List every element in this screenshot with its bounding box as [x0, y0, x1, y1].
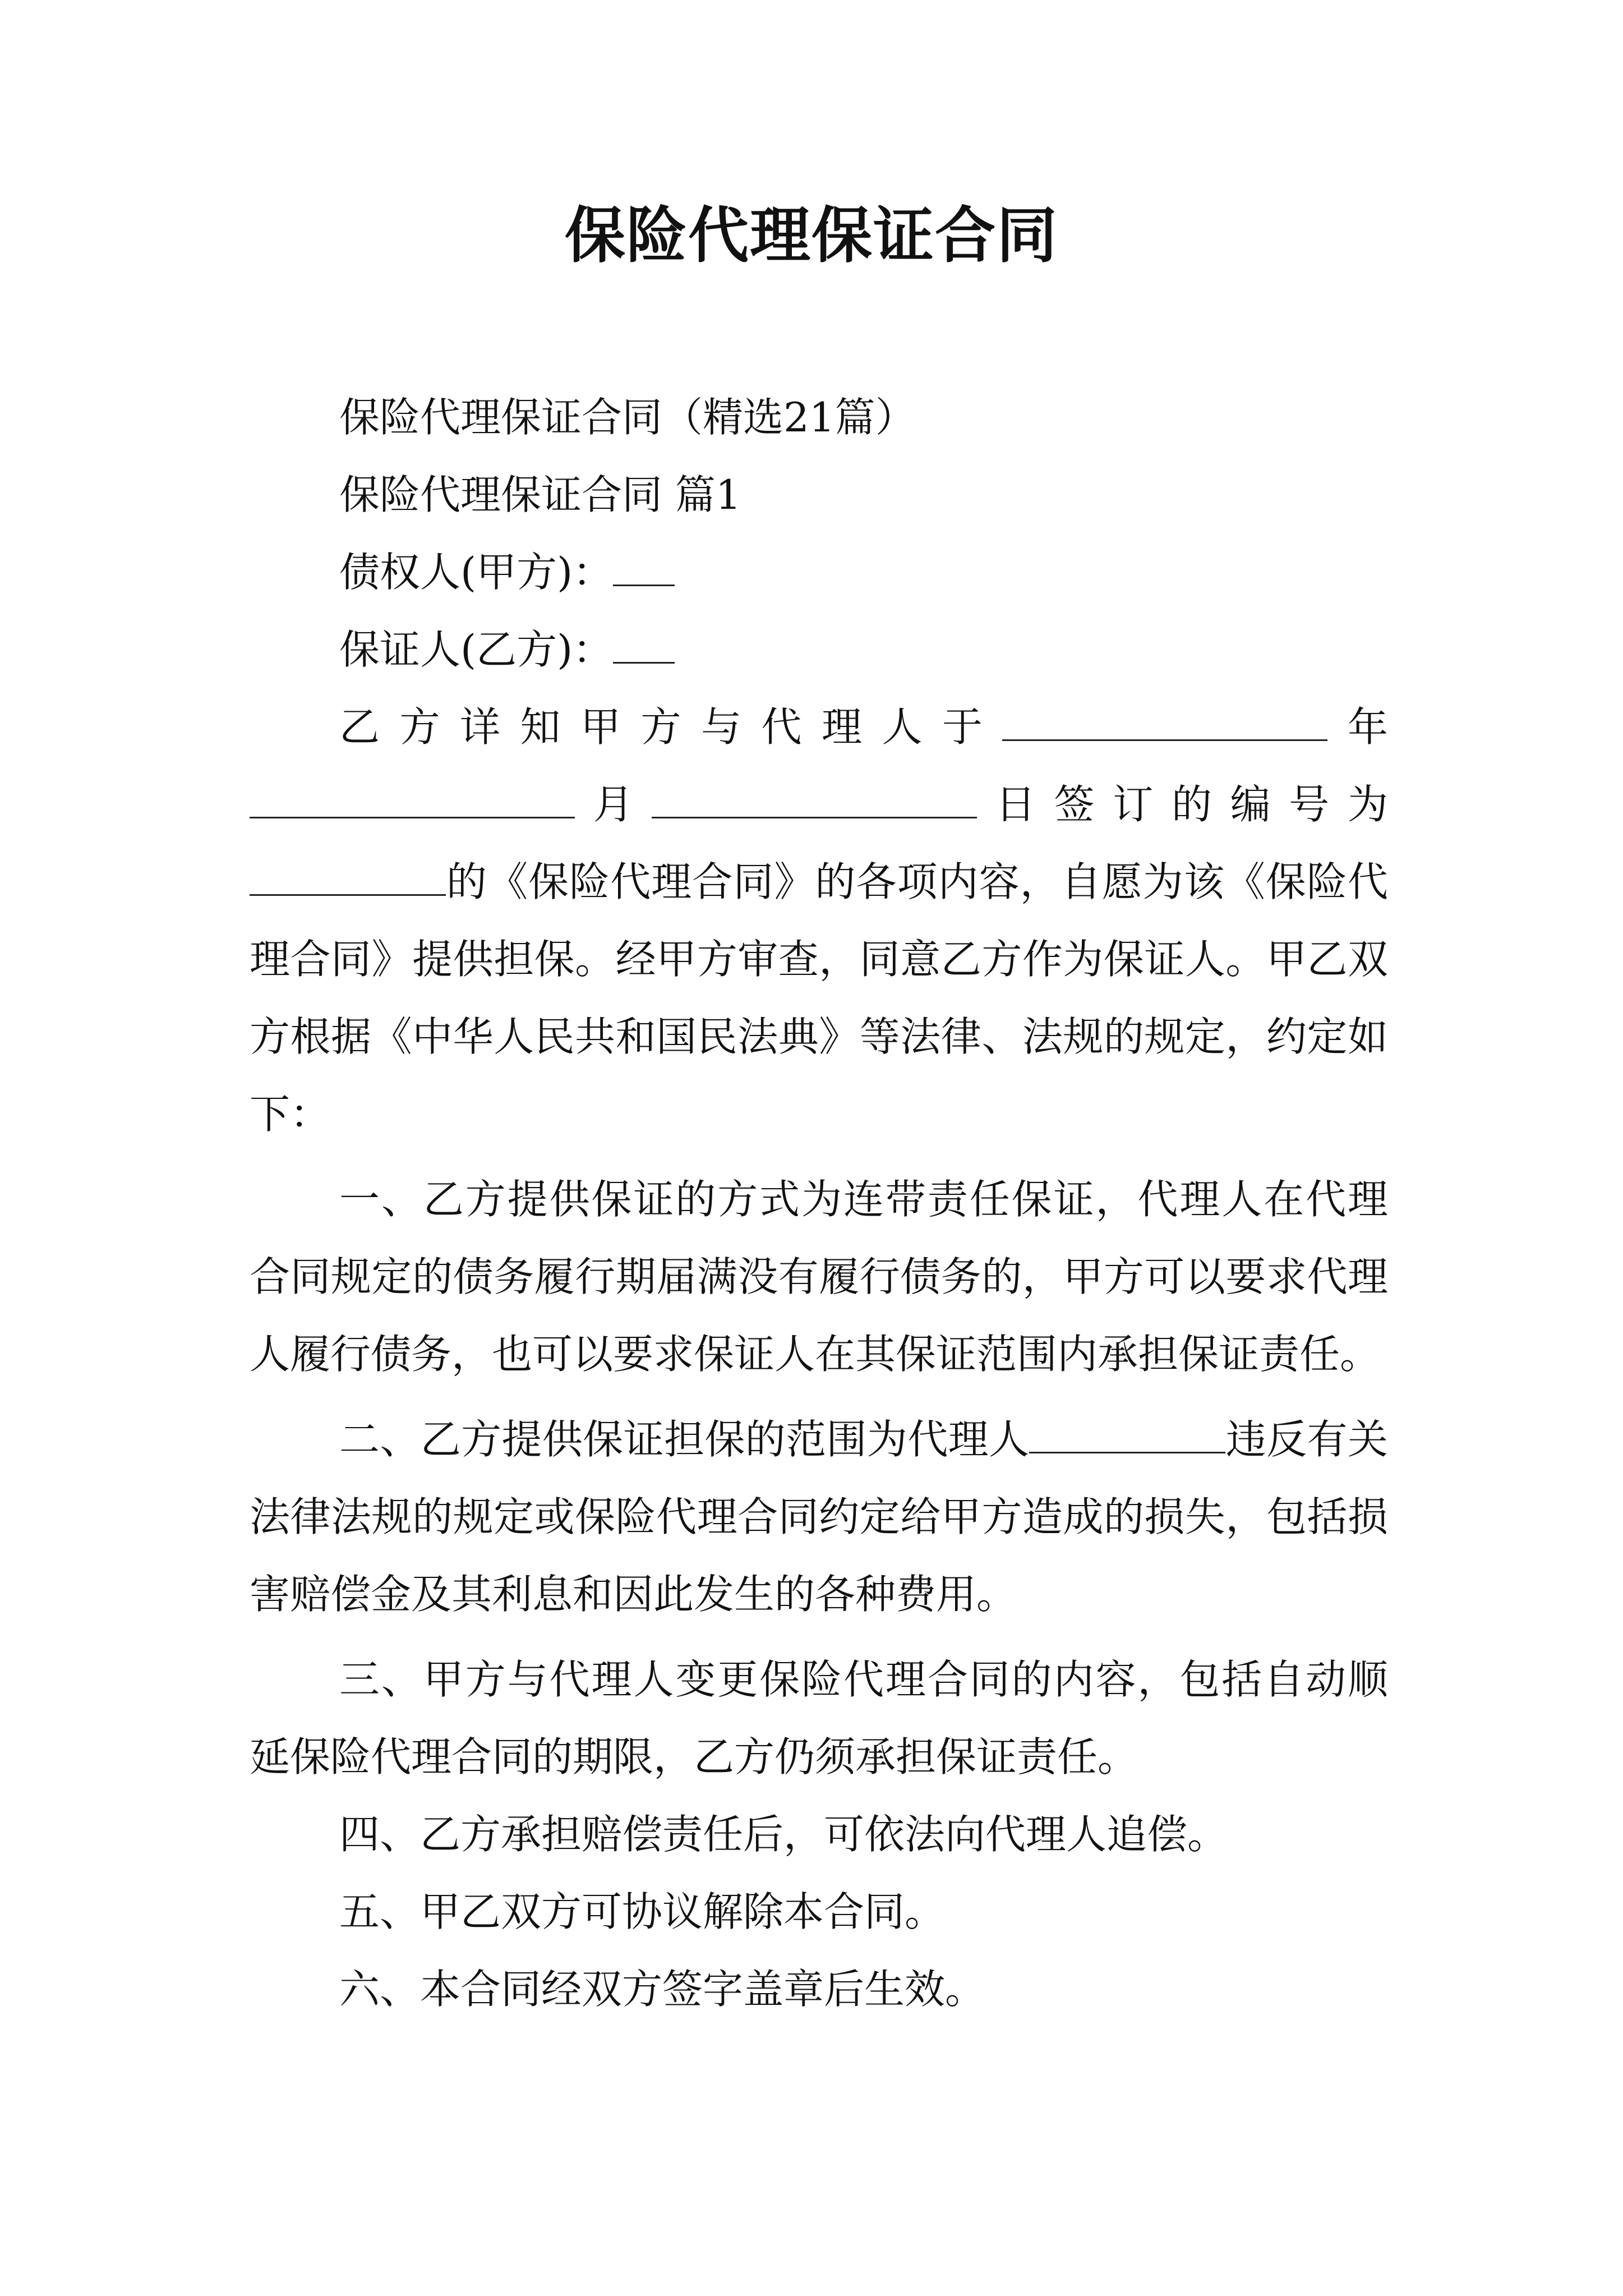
clause-5: 五、甲乙双方可协议解除本合同。	[339, 1888, 946, 1935]
month-label: 月	[575, 781, 652, 828]
clause-2-text-2: 违反有关法律法规的规定或保险代理合同约定给甲方造成的损失，包括损害赔偿金及其利息和因此发生的各种费用。	[250, 1416, 1388, 1618]
clause-4: 四、乙方承担赔偿责任后，可依法向代理人追偿。	[339, 1811, 1228, 1858]
clause-2	[250, 1401, 1388, 1633]
guarantor-line	[250, 611, 1388, 688]
creditor-label: 债权人(甲方)：	[339, 549, 614, 596]
day-blank	[652, 776, 977, 818]
section-heading: 保险代理保证合同 篇1	[339, 471, 741, 518]
document-title: 保险代理保证合同	[564, 200, 1058, 271]
clause-2-text-1: 二、乙方提供保证担保的范围为代理人	[339, 1416, 1030, 1463]
year-label: 年	[1327, 703, 1388, 751]
intro-text-1: 乙方详知甲方与代理人于	[339, 703, 1003, 751]
agent-blank	[1029, 1411, 1225, 1453]
guarantor-label: 保证人(乙方)：	[339, 626, 614, 673]
creditor-blank	[613, 544, 675, 586]
clause-6: 六、本合同经双方签字盖章后生效。	[339, 1966, 986, 2013]
contract-number-blank	[250, 854, 446, 896]
creditor-line	[250, 533, 1388, 611]
guarantor-blank	[613, 622, 675, 664]
intro-paragraph	[250, 688, 1388, 1153]
clause-3: 三、甲方与代理人变更保险代理合同的内容，包括自动顺延保险代理合同的期限，乙方仍须承担保证责任。	[250, 1656, 1388, 1780]
year-blank	[1002, 699, 1327, 741]
document-subtitle: 保险代理保证合同（精选21篇）	[339, 394, 916, 441]
clause-1: 一、乙方提供保证的方式为连带责任保证，代理人在代理合同规定的债务履行期届满没有履行债务的，甲方可以要求代理人履行债务，也可以要求保证人在其保证范围内承担保证责任。	[250, 1176, 1388, 1378]
day-text: 日签订的编号为	[977, 781, 1388, 828]
document-body	[250, 379, 1388, 2028]
intro-text-2: 的《保险代理合同》的各项内容，自愿为该《保险代理合同》提供担保。经甲方审查，同意乙方作为保证人。甲乙双方根据《中华人民共和国民法典》等法律、法规的规定，约定如下：	[250, 858, 1388, 1138]
month-blank	[250, 776, 575, 818]
